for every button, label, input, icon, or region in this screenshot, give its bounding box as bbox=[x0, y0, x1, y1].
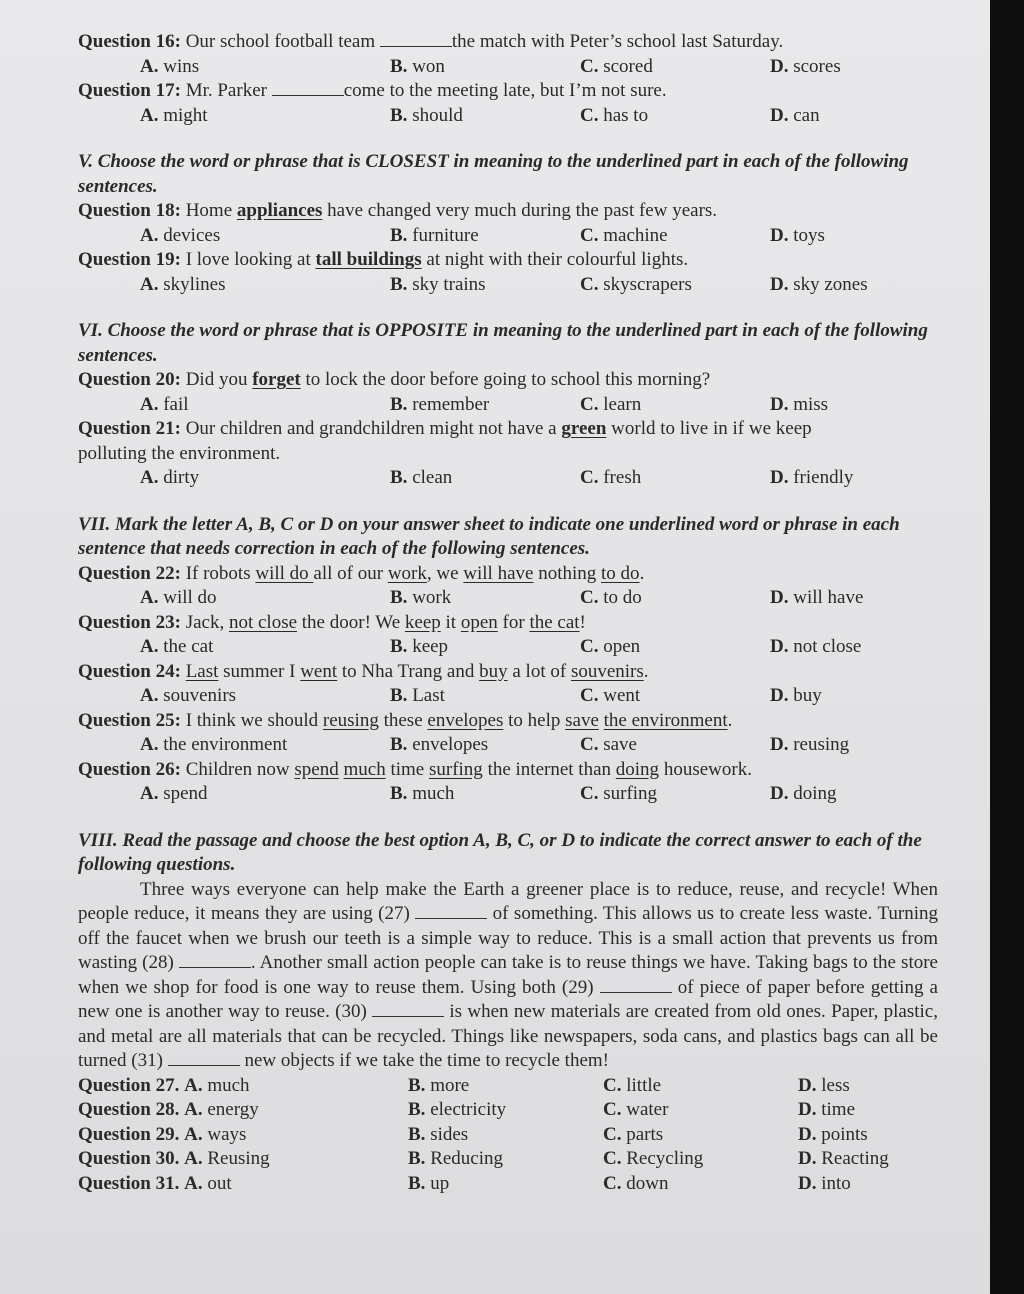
question-28: Question 28. A. energy B. electricity C. water D. time bbox=[78, 1099, 856, 1120]
options-26 bbox=[78, 782, 938, 807]
options-22 bbox=[78, 586, 938, 611]
option-a: A. spend bbox=[140, 783, 208, 804]
option-a: A. wins bbox=[140, 55, 200, 77]
option-d: D. buy bbox=[770, 685, 822, 706]
question-17: Question 17: Mr. Parker come to the meeting late, but I’m not sure. bbox=[78, 80, 667, 101]
option-b: B. much bbox=[390, 783, 455, 804]
option-c: C. skyscrapers bbox=[580, 273, 692, 295]
option-c: C. scored bbox=[580, 55, 653, 77]
options-23 bbox=[78, 635, 938, 660]
reading-passage: Three ways everyone can help make the Earth a greener place is to reduce, reuse, and recycle! When people reduce, it means they are using (27) of something. This allows us to create less waste. Turning off the faucet when we brush our teeth is a simple way to reduce. This is a small action that prevents us from wasting (28) . Another small action people can take is to reuse things we have. Taking bags to the store when we shop for food is one way to reuse them. Using both (29) of piece of paper before getting a new one is another way to reuse. (30) is when new materials are created from old ones. Paper, plastic, and metal are all materials that can be recycled. Things like newspapers, soda cans, and plastics bags can all be turned (31) new objects if we take the time to recycle them! bbox=[78, 878, 938, 1071]
blank-28 bbox=[179, 951, 251, 968]
question-19: Question 19: I love looking at tall buildings at night with their colourful lights. bbox=[78, 249, 689, 270]
options-20 bbox=[78, 393, 938, 418]
option-c: C. fresh bbox=[580, 467, 642, 488]
option-b: B. work bbox=[390, 587, 452, 608]
options-21 bbox=[78, 466, 938, 491]
option-a: A. fail bbox=[140, 393, 189, 415]
option-d: D. reusing bbox=[770, 734, 850, 755]
option-d: D. miss bbox=[770, 393, 829, 415]
options-16 bbox=[78, 55, 938, 80]
option-b: B. furniture bbox=[390, 224, 479, 246]
passage-questions bbox=[78, 1074, 938, 1197]
question-20: Question 20: Did you forget to lock the door before going to school this morning? bbox=[78, 369, 711, 390]
question-label: Question 17: bbox=[78, 80, 181, 101]
option-d: D. not close bbox=[770, 636, 862, 657]
section-7-heading: VII. Mark the letter A, B, C or D on your answer sheet to indicate one underlined word or phrase in each sentence that needs correction in each of the following sentences. bbox=[78, 513, 900, 559]
question-23: Question 23: Jack, not close the door! We keep it open for the cat! bbox=[78, 611, 586, 633]
options-25 bbox=[78, 733, 938, 758]
question-18: Question 18: Home appliances have changed very much during the past few years. bbox=[78, 200, 718, 221]
option-d: D. will have bbox=[770, 587, 864, 608]
option-b: B. remember bbox=[390, 393, 490, 415]
answer-blank bbox=[272, 79, 344, 96]
option-a: A. souvenirs bbox=[140, 685, 237, 706]
blank-31 bbox=[168, 1049, 240, 1066]
option-c: C. machine bbox=[580, 224, 668, 246]
option-b: B. should bbox=[390, 104, 463, 126]
question-16: Question 16: Our school football team the match with Peter’s school last Saturday. bbox=[78, 31, 784, 52]
option-b: B. Last bbox=[390, 685, 445, 706]
option-a: A. the environment bbox=[140, 734, 288, 755]
question-26: Question 26: Children now spend much time surfing the internet than doing housework. bbox=[78, 758, 752, 780]
option-a: A. devices bbox=[140, 224, 221, 246]
question-21: Question 21: Our children and grandchildren might not have a green world to live in if we keep bbox=[78, 418, 812, 439]
options-24 bbox=[78, 684, 938, 709]
question-24: Question 24: Last summer I went to Nha Trang and buy a lot of souvenirs. bbox=[78, 660, 649, 682]
option-b: B. clean bbox=[390, 467, 453, 488]
option-a: A. will do bbox=[140, 587, 217, 608]
exam-content bbox=[78, 30, 938, 1196]
option-b: B. won bbox=[390, 55, 445, 77]
option-d: D. doing bbox=[770, 783, 837, 804]
option-d: D. can bbox=[770, 104, 820, 126]
section-6-heading: VI. Choose the word or phrase that is OPPOSITE in meaning to the underlined part in each of the following sentences. bbox=[78, 320, 928, 366]
question-27: Question 27. A. much B. more C. little D. less bbox=[78, 1074, 850, 1096]
question-label: Question 16: bbox=[78, 31, 181, 52]
option-c: C. went bbox=[580, 685, 641, 706]
option-a: A. might bbox=[140, 104, 208, 126]
option-b: B. sky trains bbox=[390, 273, 486, 295]
option-d: D. toys bbox=[770, 224, 825, 246]
option-c: C. surfing bbox=[580, 783, 658, 804]
question-31: Question 31. A. out B. up C. down D. into bbox=[78, 1172, 851, 1194]
option-a: A. skylines bbox=[140, 273, 226, 295]
option-d: D. scores bbox=[770, 55, 841, 77]
option-c: C. open bbox=[580, 636, 641, 657]
options-19 bbox=[78, 273, 938, 298]
options-17 bbox=[78, 104, 938, 129]
question-25: Question 25: I think we should reusing these envelopes to help save the environment. bbox=[78, 709, 733, 731]
answer-blank bbox=[380, 30, 452, 47]
question-30: Question 30. A. Reusing B. Reducing C. Recycling D. Reacting bbox=[78, 1148, 889, 1169]
option-c: C. to do bbox=[580, 587, 642, 608]
option-a: A. dirty bbox=[140, 467, 200, 488]
question-21-line2: polluting the environment. bbox=[78, 442, 281, 464]
option-b: B. keep bbox=[390, 636, 449, 657]
options-18 bbox=[78, 224, 938, 249]
option-c: C. save bbox=[580, 734, 637, 755]
option-c: C. has to bbox=[580, 104, 649, 126]
option-a: A. the cat bbox=[140, 636, 214, 657]
option-c: C. learn bbox=[580, 393, 642, 415]
blank-29 bbox=[600, 976, 672, 993]
blank-30 bbox=[372, 1000, 444, 1017]
question-29: Question 29. A. ways B. sides C. parts D. points bbox=[78, 1123, 868, 1145]
blank-27 bbox=[415, 902, 487, 919]
section-5-heading: V. Choose the word or phrase that is CLOSEST in meaning to the underlined part in each of the following sentences. bbox=[78, 151, 909, 197]
section-8-heading: VIII. Read the passage and choose the best option A, B, C, or D to indicate the correct answer to each of the following questions. bbox=[78, 829, 922, 875]
option-d: D. friendly bbox=[770, 467, 854, 488]
option-d: D. sky zones bbox=[770, 273, 868, 295]
question-22: Question 22: If robots will do all of our work, we will have nothing to do. bbox=[78, 562, 645, 584]
option-b: B. envelopes bbox=[390, 734, 489, 755]
